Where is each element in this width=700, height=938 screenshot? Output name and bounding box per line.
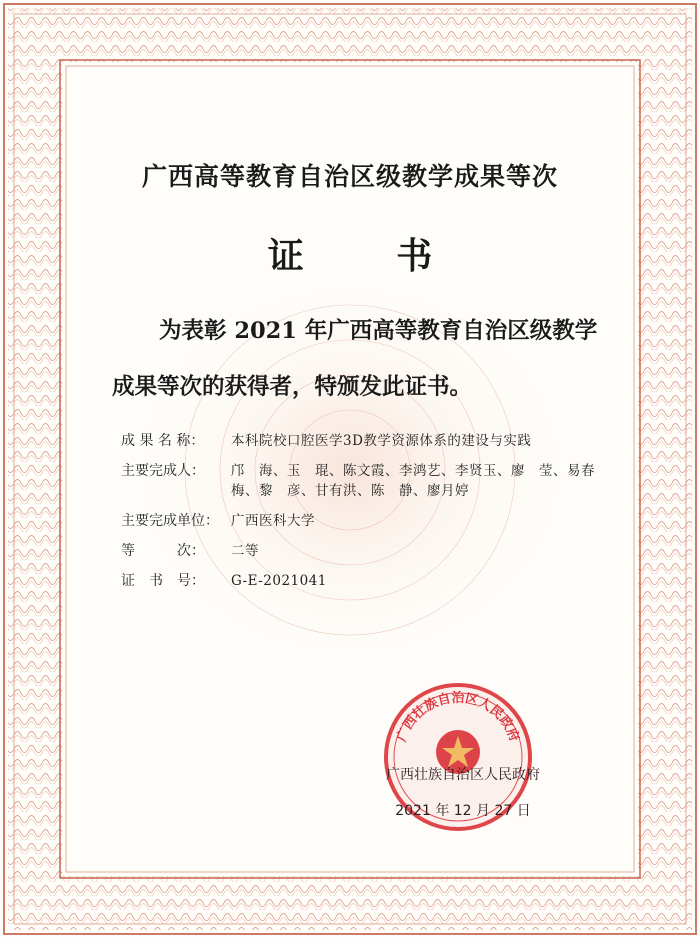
- certificate-title: 广西高等教育自治区级教学成果等次: [141, 162, 558, 191]
- field-row-grade: [121, 541, 601, 561]
- certificate-body: 为表彰 2021 年广西高等教育自治区级教学成果等次的获得者，特颁发此证书。: [112, 318, 598, 400]
- field-value: 邝 海、玉 琨、陈文霞、李鸿艺、李贤玉、廖 莹、易春梅、黎 彦、甘有洪、陈 静、廖月婷: [231, 463, 595, 499]
- field-label: 主要完成人：: [121, 463, 205, 479]
- field-row-achievement: [121, 431, 601, 451]
- field-label: 等 次：: [121, 543, 205, 559]
- field-label: 证 书 号：: [121, 573, 205, 589]
- field-value: 广西医科大学: [231, 513, 315, 529]
- issue-date: 2021 年 12 月 27 日: [395, 803, 531, 819]
- issuer-name: 广西壮族自治区人民政府: [386, 767, 540, 783]
- field-value: 二等: [231, 543, 259, 559]
- field-label: 成 果 名 称：: [121, 433, 205, 449]
- seal-ring-text: 广西壮族自治区人民政府: [394, 690, 522, 744]
- field-value: G-E-2021041: [231, 573, 327, 589]
- field-row-authors: [121, 461, 601, 501]
- field-value: 本科院校口腔医学3D教学资源体系的建设与实践: [231, 433, 532, 449]
- certificate-subtitle: 证 书: [267, 236, 473, 277]
- field-row-institution: [121, 511, 601, 531]
- certificate-fields: [121, 431, 601, 601]
- field-row-cert-number: [121, 571, 601, 591]
- field-label: 主要完成单位：: [121, 513, 219, 529]
